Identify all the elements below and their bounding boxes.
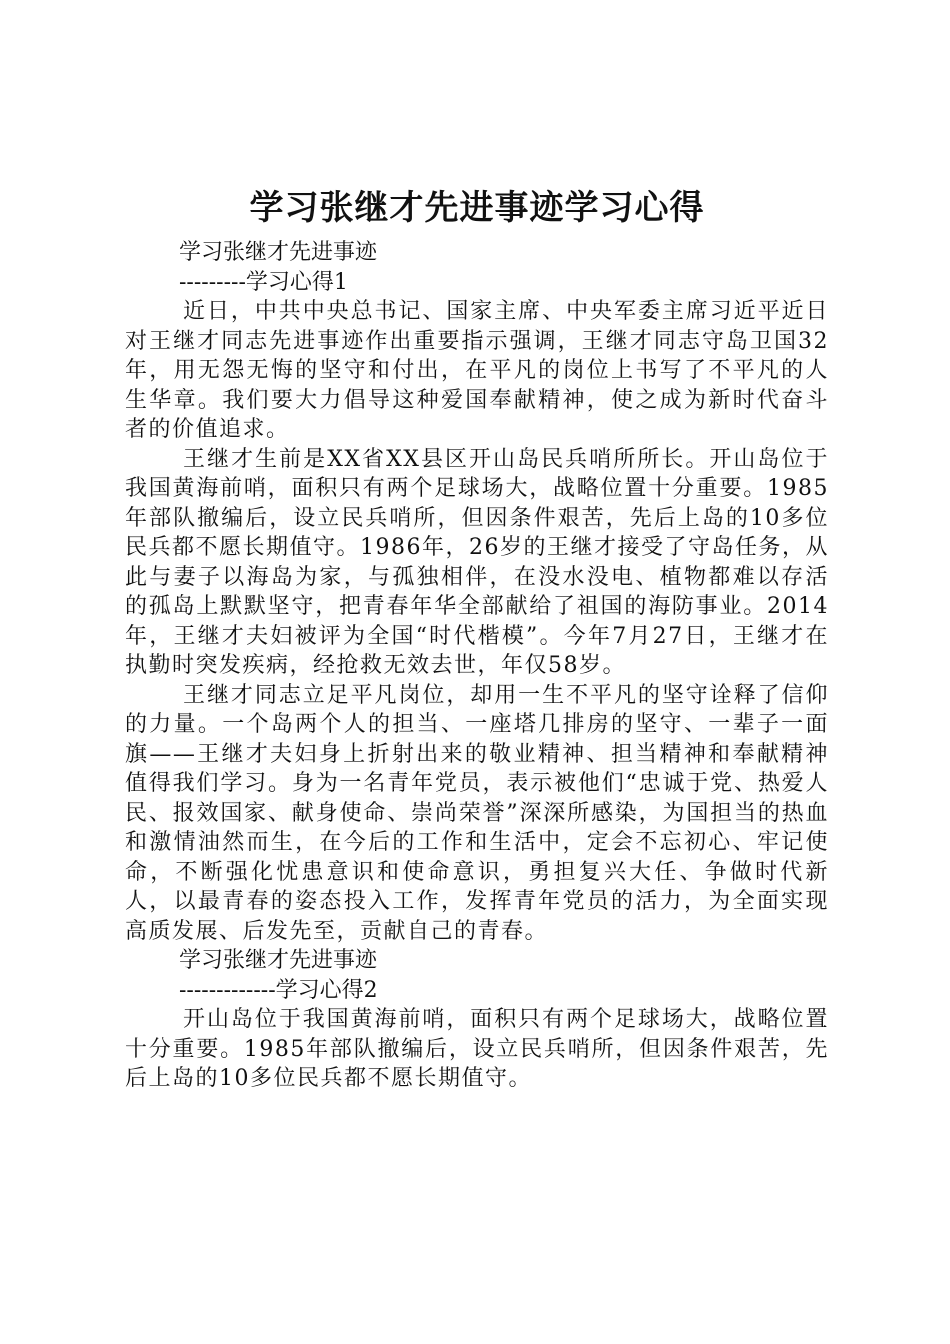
section-2-subheading: -------------学习心得2 [179,977,378,1003]
section-1 [125,238,829,946]
section-1-subheading: ---------学习心得1 [179,269,348,295]
section-2 [125,946,829,1094]
section-2-paragraph-1: 开山岛位于我国黄海前哨，面积只有两个足球场大，战略位置十分重要。1985年部队撤编后，设立民兵哨所，但因条件艰苦，先后上岛的10多位民兵都不愿长期值守。 [125,1007,829,1091]
section-1-heading: 学习张继才先进事迹 [179,240,378,265]
section-1-paragraph-3: 王继才同志立足平凡岗位，却用一生不平凡的坚守诠释了信仰的力量。一个岛两个人的担当、一座塔几排房的坚守、一辈子一面旗——王继才夫妇身上折射出来的敬业精神、担当精神和奉献精神值得我们学习。身为一名青年党员，表示被他们“忠诚于党、热爱人民、报效国家、献身使命、崇尚荣誉”深深所感染，为国担当的热血和激情油然而生，在今后的工作和生活中，定会不忘初心、牢记使命，不断强化忧患意识和使命意识，勇担复兴大任、争做时代新人，以最青春的姿态投入工作，发挥青年党员的活力，为全面实现高质发展、后发先至，贡献自己的青春。 [125,682,829,944]
section-1-paragraph-1: 近日，中共中央总书记、国家主席、中央军委主席习近平近日对王继才同志先进事迹作出重要指示强调，王继才同志守岛卫国32年，用无怨无悔的坚守和付出，在平凡的岗位上书写了不平凡的人生华章。我们要大力倡导这种爱国奉献精神，使之成为新时代奋斗者的价值追求。 [125,299,829,442]
section-2-heading: 学习张继才先进事迹 [179,948,378,973]
document-title: 学习张继才先进事迹学习心得 [249,188,705,228]
document-page [125,180,829,1094]
section-1-paragraph-2: 王继才生前是XX省XX县区开山岛民兵哨所所长。开山岛位于我国黄海前哨，面积只有两个足球场大，战略位置十分重要。1985年部队撤编后，设立民兵哨所，但因条件艰苦，先后上岛的10多位民兵都不愿长期值守。1986年，26岁的王继才接受了守岛任务，从此与妻子以海岛为家，与孤独相伴，在没水没电、植物都难以存活的孤岛上默默坚守，把青春年华全部献给了祖国的海防事业。2014年，王继才夫妇被评为全国“时代楷模”。今年7月27日，王继才在执勤时突发疾病，经抢救无效去世，年仅58岁。 [125,446,829,678]
